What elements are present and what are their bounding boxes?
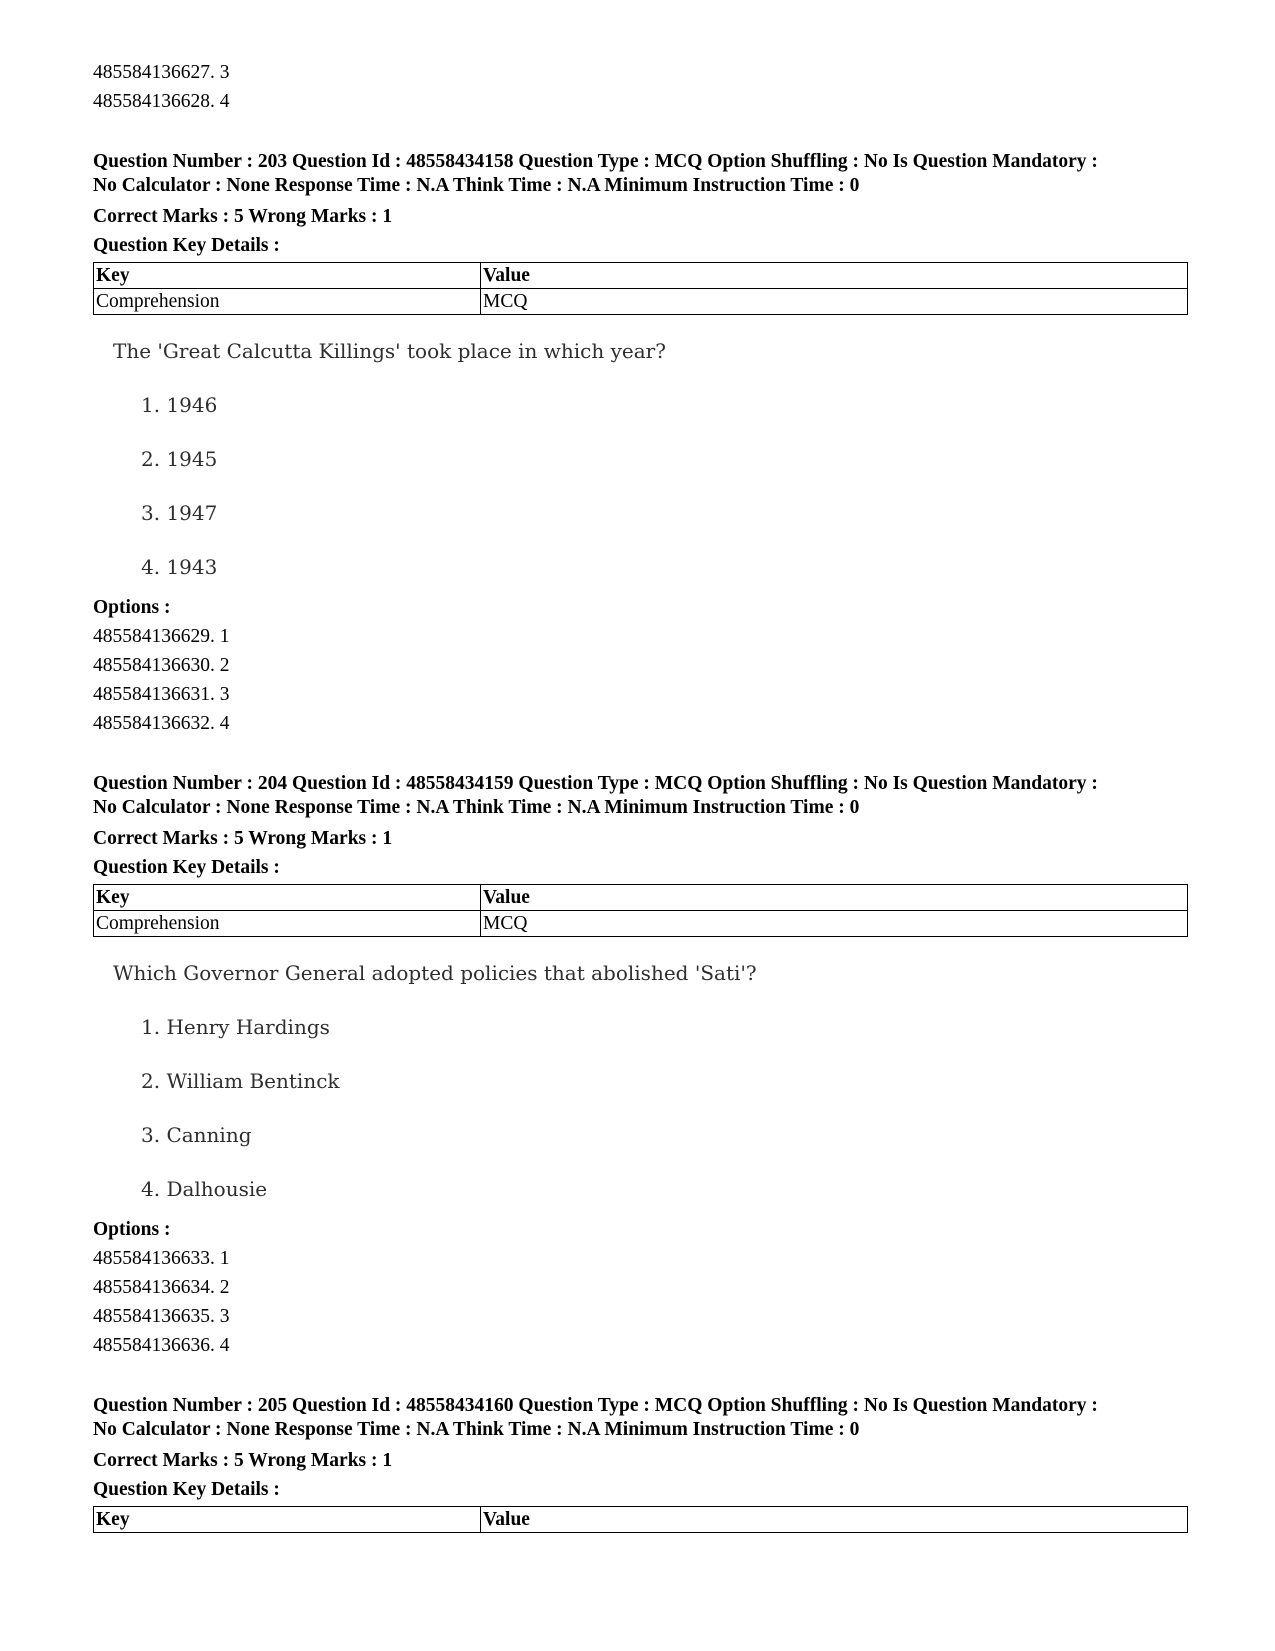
table-cell-value: MCQ	[481, 289, 1188, 315]
option-line: 485584136630. 2	[93, 655, 230, 676]
question-block-204	[93, 772, 1188, 1360]
option-line: 485584136636. 4	[93, 1335, 230, 1356]
answer-choice: 3. 1947	[141, 501, 218, 525]
question-image	[93, 937, 1188, 1201]
table-cell-key: Comprehension	[94, 911, 481, 937]
table-header-key: Key	[94, 1507, 481, 1533]
question-header-line: No Calculator : None Response Time : N.A Think Time : N.A Minimum Instruction Time : 0	[93, 175, 860, 196]
table-row	[94, 911, 1188, 937]
table-header-key: Key	[94, 263, 481, 289]
table-cell-key: Comprehension	[94, 289, 481, 315]
key-details-table	[93, 884, 1188, 937]
question-header-line: Question Number : 205 Question Id : 48558434160 Question Type : MCQ Option Shuffling : No Is Question Mandatory :	[93, 1395, 1098, 1416]
question-text: Which Governor General adopted policies that abolished 'Sati'?	[113, 961, 757, 985]
answer-choice: 4. 1943	[141, 555, 218, 579]
key-details-table	[93, 262, 1188, 315]
table-cell-value: MCQ	[481, 911, 1188, 937]
question-text: The 'Great Calcutta Killings' took place in which year?	[113, 339, 666, 363]
question-block-205	[93, 1394, 1188, 1533]
answer-choice: 2. William Bentinck	[141, 1069, 340, 1093]
option-line: 485584136635. 3	[93, 1306, 230, 1327]
answer-choice: 3. Canning	[141, 1123, 252, 1147]
option-line: 485584136632. 4	[93, 713, 230, 734]
question-header	[93, 150, 1188, 198]
option-line: 485584136634. 2	[93, 1277, 230, 1298]
question-header-line: Question Number : 203 Question Id : 48558434158 Question Type : MCQ Option Shuffling : No Is Question Mandatory :	[93, 151, 1098, 172]
question-image	[93, 315, 1188, 579]
question-header-line: No Calculator : None Response Time : N.A Think Time : N.A Minimum Instruction Time : 0	[93, 797, 860, 818]
table-header-value: Value	[481, 1507, 1188, 1533]
table-header-row	[94, 263, 1188, 289]
answer-choice: 1. 1946	[141, 393, 218, 417]
question-header	[93, 772, 1188, 820]
option-line: 485584136627. 3	[93, 62, 230, 83]
answer-choice: 1. Henry Hardings	[141, 1015, 330, 1039]
options-label: Options :	[93, 597, 171, 618]
answer-choice: 2. 1945	[141, 447, 218, 471]
key-details-label: Question Key Details :	[93, 857, 280, 878]
question-header-line: Question Number : 204 Question Id : 48558434159 Question Type : MCQ Option Shuffling : No Is Question Mandatory :	[93, 773, 1098, 794]
table-row	[94, 289, 1188, 315]
option-line: 485584136629. 1	[93, 626, 230, 647]
document-page	[93, 58, 1188, 1533]
key-details-label: Question Key Details :	[93, 235, 280, 256]
key-details-table	[93, 1506, 1188, 1533]
table-header-value: Value	[481, 885, 1188, 911]
key-details-label: Question Key Details :	[93, 1479, 280, 1500]
previous-options	[93, 58, 1188, 116]
question-header	[93, 1394, 1188, 1442]
marks-line: Correct Marks : 5 Wrong Marks : 1	[93, 1450, 393, 1471]
option-line: 485584136628. 4	[93, 91, 230, 112]
answer-choice: 4. Dalhousie	[141, 1177, 268, 1201]
option-line: 485584136633. 1	[93, 1248, 230, 1269]
table-header-value: Value	[481, 263, 1188, 289]
question-block-203	[93, 150, 1188, 738]
question-header-line: No Calculator : None Response Time : N.A Think Time : N.A Minimum Instruction Time : 0	[93, 1419, 860, 1440]
marks-line: Correct Marks : 5 Wrong Marks : 1	[93, 206, 393, 227]
table-header-row	[94, 885, 1188, 911]
marks-line: Correct Marks : 5 Wrong Marks : 1	[93, 828, 393, 849]
table-header-row	[94, 1507, 1188, 1533]
table-header-key: Key	[94, 885, 481, 911]
option-line: 485584136631. 3	[93, 684, 230, 705]
options-label: Options :	[93, 1219, 171, 1240]
